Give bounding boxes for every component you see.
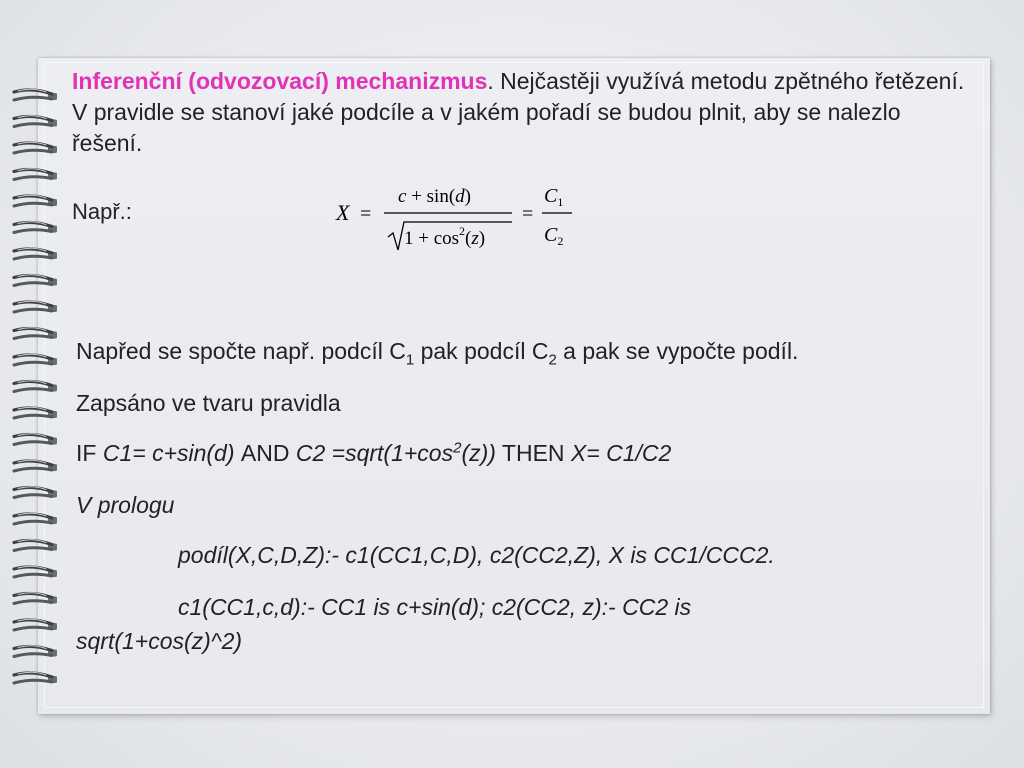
example-label: Např.: bbox=[72, 199, 132, 224]
formula-numerator: c + sin(d) bbox=[398, 186, 471, 207]
spiral-ring bbox=[14, 169, 57, 180]
formula-eq1: = bbox=[360, 203, 372, 225]
spiral-ring bbox=[14, 407, 57, 418]
formula-c2: $C_2$ bbox=[544, 224, 564, 248]
spiral-ring bbox=[14, 89, 57, 100]
formula-x: X bbox=[336, 200, 350, 225]
spiral-ring bbox=[14, 487, 57, 498]
formula-denominator: $1 + \cos^2(z)$ bbox=[404, 224, 486, 249]
formula-eq2: = bbox=[522, 203, 534, 225]
rule-c1: C1= c+sin(d) bbox=[102, 440, 241, 466]
spiral-ring bbox=[14, 672, 57, 683]
spiral-ring bbox=[14, 593, 57, 604]
prolog-line-3: sqrt(1+cos(z)^2) bbox=[76, 628, 243, 654]
spiral-ring bbox=[14, 116, 57, 127]
rule-if: IF bbox=[76, 440, 103, 466]
spiral-ring bbox=[14, 646, 57, 657]
line-zapsano: Zapsáno ve tvaru pravidla bbox=[76, 390, 341, 416]
spiral-ring bbox=[14, 460, 57, 471]
formula-c1: $C_1$ bbox=[544, 185, 564, 209]
spiral-ring bbox=[14, 513, 57, 524]
spiral-ring bbox=[14, 222, 57, 233]
spiral-ring bbox=[14, 328, 57, 339]
prolog-line-2: c1(CC1,c,d):- CC1 is c+sin(d); c2(CC2, z):- CC2 is bbox=[178, 594, 692, 620]
spiral-ring bbox=[14, 248, 57, 259]
spiral-ring bbox=[14, 142, 57, 153]
intro-text: Nejčastěji využívá metodu zpětného řetězení. V pravidle se stanoví jaké podcíle a v jakém pořadí se budou plnit, aby se nalezlo řešení. bbox=[72, 68, 965, 156]
prolog-heading: V prologu bbox=[76, 492, 175, 518]
rule-then: THEN bbox=[495, 440, 571, 466]
formula bbox=[332, 180, 582, 260]
line-napred: Napřed se spočte např. podcíl $C_1$ pak podcíl $C_2$ a pak se vypočte podíl. bbox=[76, 338, 799, 369]
spiral-ring bbox=[14, 619, 57, 630]
term-highlight: Inferenční (odvozovací) mechanizmus bbox=[72, 68, 488, 94]
rule-c2: $C2 =sqrt(1+\cos^2(z))$ bbox=[295, 439, 496, 466]
spiral-ring bbox=[14, 354, 57, 365]
prolog-line-1: podíl(X,C,D,Z):- c1(CC1,C,D), c2(CC2,Z), X is CC1/CCC2. bbox=[178, 542, 775, 568]
spiral-ring bbox=[14, 434, 57, 445]
spiral-ring bbox=[14, 540, 57, 551]
spiral-binding bbox=[10, 84, 66, 694]
intro-paragraph bbox=[72, 66, 972, 159]
rule-x: X= C1/C2 bbox=[570, 440, 672, 466]
rule-line bbox=[76, 438, 671, 469]
spiral-ring bbox=[14, 566, 57, 577]
spiral-ring bbox=[14, 381, 57, 392]
spiral-ring bbox=[14, 301, 57, 312]
spiral-ring bbox=[14, 195, 57, 206]
term-dot: . bbox=[487, 68, 494, 94]
spiral-ring bbox=[14, 275, 57, 286]
rule-and: AND bbox=[240, 440, 296, 466]
